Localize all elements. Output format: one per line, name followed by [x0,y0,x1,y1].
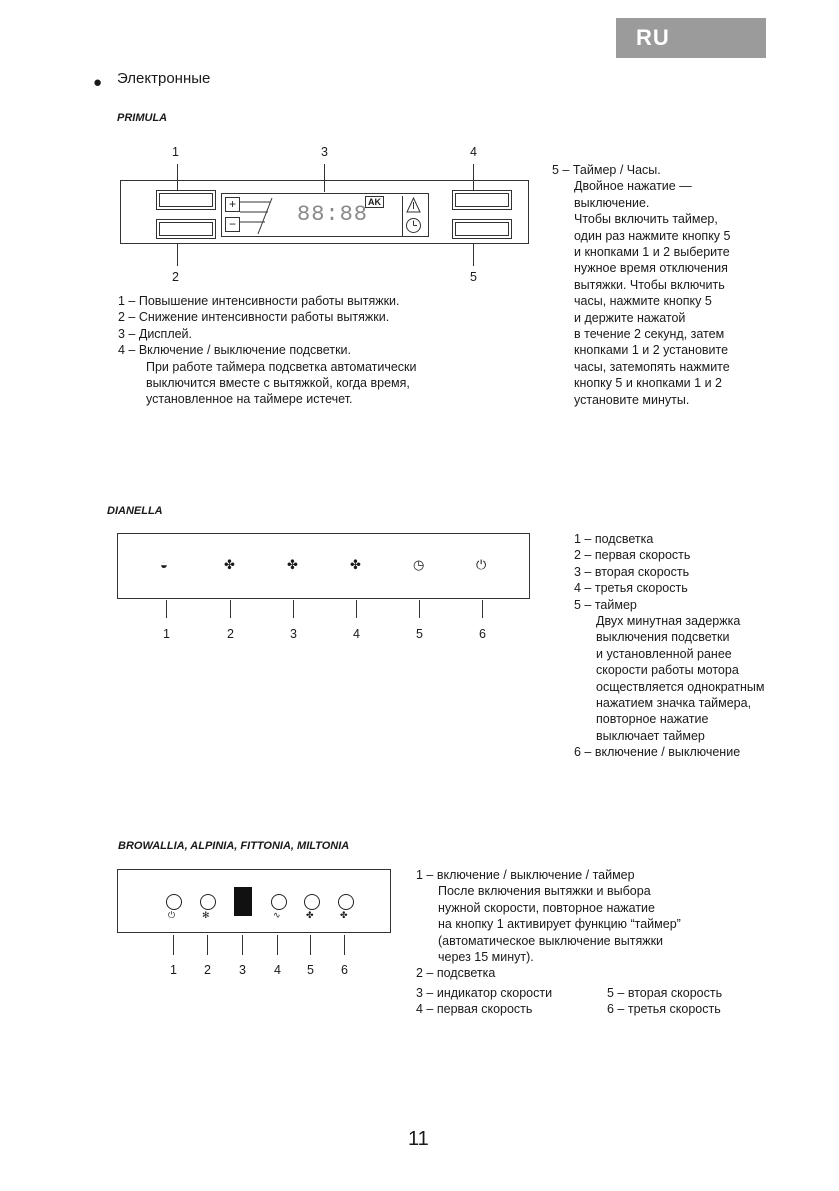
browallia-leader-1 [173,935,174,955]
display-indicator: AK [365,196,384,208]
fan-speed-1-icon[interactable]: ✤ [224,557,235,572]
dianella-callout-3: 3 [290,627,297,641]
primula-display [221,193,429,237]
speed-indicator-display [234,887,252,916]
browallia-legend-right: 5 – вторая скорость 6 – третья скорость [607,986,723,1017]
display-right-block [402,196,424,236]
primula-callout-4: 4 [470,145,477,159]
timer-icon[interactable]: ◷ [413,557,425,572]
fan-speed-1-icon: ∿ [273,910,281,920]
fan-speed-3-icon[interactable]: ✤ [350,557,361,572]
dianella-callout-4: 4 [353,627,360,641]
plus-icon: + [225,197,240,212]
dianella-control-panel [117,533,530,599]
dianella-callout-6: 6 [479,627,486,641]
browallia-legend-left: 3 – индикатор скорости 4 – первая скорость [416,986,553,1017]
bullet: ● [93,74,103,91]
section-title: Электронные [117,70,211,87]
button-speed-1[interactable] [271,894,287,910]
primula-side-notes: 5 – Таймер / Часы. Двойное нажатие — выключение. Чтобы включить таймер, один раз нажмите кнопку 5 и кнопками 1 и 2 выберите нужное время отключения вытяжки. Чтобы включить часы, нажмите кнопку 5 и держите нажатой в течение 2 секунд, затем кнопками 1 и 2 установите часы, затемопять нажмите кнопку 5 и кнопками 1 и 2 установите минуты. [552,163,731,407]
dianella-leader-4 [356,600,357,618]
browallia-leader-3 [242,935,243,955]
primula-callout-2: 2 [172,270,179,284]
browallia-leader-4 [277,935,278,955]
minus-icon: − [225,217,240,232]
dianella-title: DIANELLA [107,505,163,517]
browallia-leader-5 [310,935,311,955]
display-digits: 88:88 [297,202,369,227]
light-icon[interactable]: ◒ [160,557,168,572]
dianella-callout-1: 1 [163,627,170,641]
button-power[interactable] [166,894,182,910]
browallia-callout-1: 1 [170,963,177,977]
power-icon: ⏻ [168,910,176,920]
browallia-leader-6 [344,935,345,955]
level-bars-icon [240,196,276,236]
primula-leader-5 [473,244,474,266]
browallia-control-panel [117,869,391,933]
primula-title: PRIMULA [117,112,168,124]
dianella-leader-5 [419,600,420,618]
language-badge: RU [616,18,766,58]
page-number: 11 [408,1128,429,1150]
primula-button-4[interactable] [452,190,512,210]
dianella-leader-1 [166,600,167,618]
browallia-callout-4: 4 [274,963,281,977]
button-speed-2[interactable] [304,894,320,910]
primula-control-panel [120,180,529,244]
dianella-callout-2: 2 [227,627,234,641]
button-speed-3[interactable] [338,894,354,910]
browallia-callout-6: 6 [341,963,348,977]
fan-speed-3-icon: ✤ [340,910,348,920]
primula-callout-1: 1 [172,145,179,159]
dianella-legend: 1 – подсветка 2 – первая скорость 3 – вторая скорость 4 – третья скорость 5 – таймер Двух минутная задержка выключения подсветки и установленной ранее скорости работы мотора осществляется однократным нажатием значка таймера, повторное нажатие выключает таймер 6 – включение / выключение [574,532,765,760]
clock-icon [405,217,422,234]
primula-leader-2 [177,244,178,266]
primula-legend: 1 – Повышение интенсивности работы вытяжки. 2 – Снижение интенсивности работы вытяжки. 3 – Дисплей. 4 – Включение / выключение подсветки. При работе таймера подсветка автоматически выключится вместе с вытяжкой, когда время, установленное на таймере истечет. [118,294,417,407]
button-light[interactable] [200,894,216,910]
dianella-leader-3 [293,600,294,618]
dianella-callout-5: 5 [416,627,423,641]
browallia-leader-2 [207,935,208,955]
primula-button-2[interactable] [156,219,216,239]
light-icon: ✻ [202,910,210,920]
dianella-leader-2 [230,600,231,618]
browallia-legend: 1 – включение / выключение / таймер После включения вытяжки и выбора нужной скорости, повторное нажатие на кнопку 1 активирует функцию “таймер” (автоматическое выключение вытяжки через 15 минут). 2 – подсветка [416,868,681,981]
primula-callout-5: 5 [470,270,477,284]
power-icon[interactable]: ⏻ [476,557,487,572]
primula-callout-3: 3 [321,145,328,159]
light-icon [405,197,422,214]
primula-button-5[interactable] [452,219,512,239]
browallia-callout-3: 3 [239,963,246,977]
primula-button-1[interactable] [156,190,216,210]
dianella-leader-6 [482,600,483,618]
fan-speed-2-icon[interactable]: ✤ [287,557,298,572]
browallia-callout-2: 2 [204,963,211,977]
fan-speed-2-icon: ✤ [306,910,314,920]
browallia-title: BROWALLIA, ALPINIA, FITTONIA, MILTONIA [118,840,350,852]
browallia-callout-5: 5 [307,963,314,977]
